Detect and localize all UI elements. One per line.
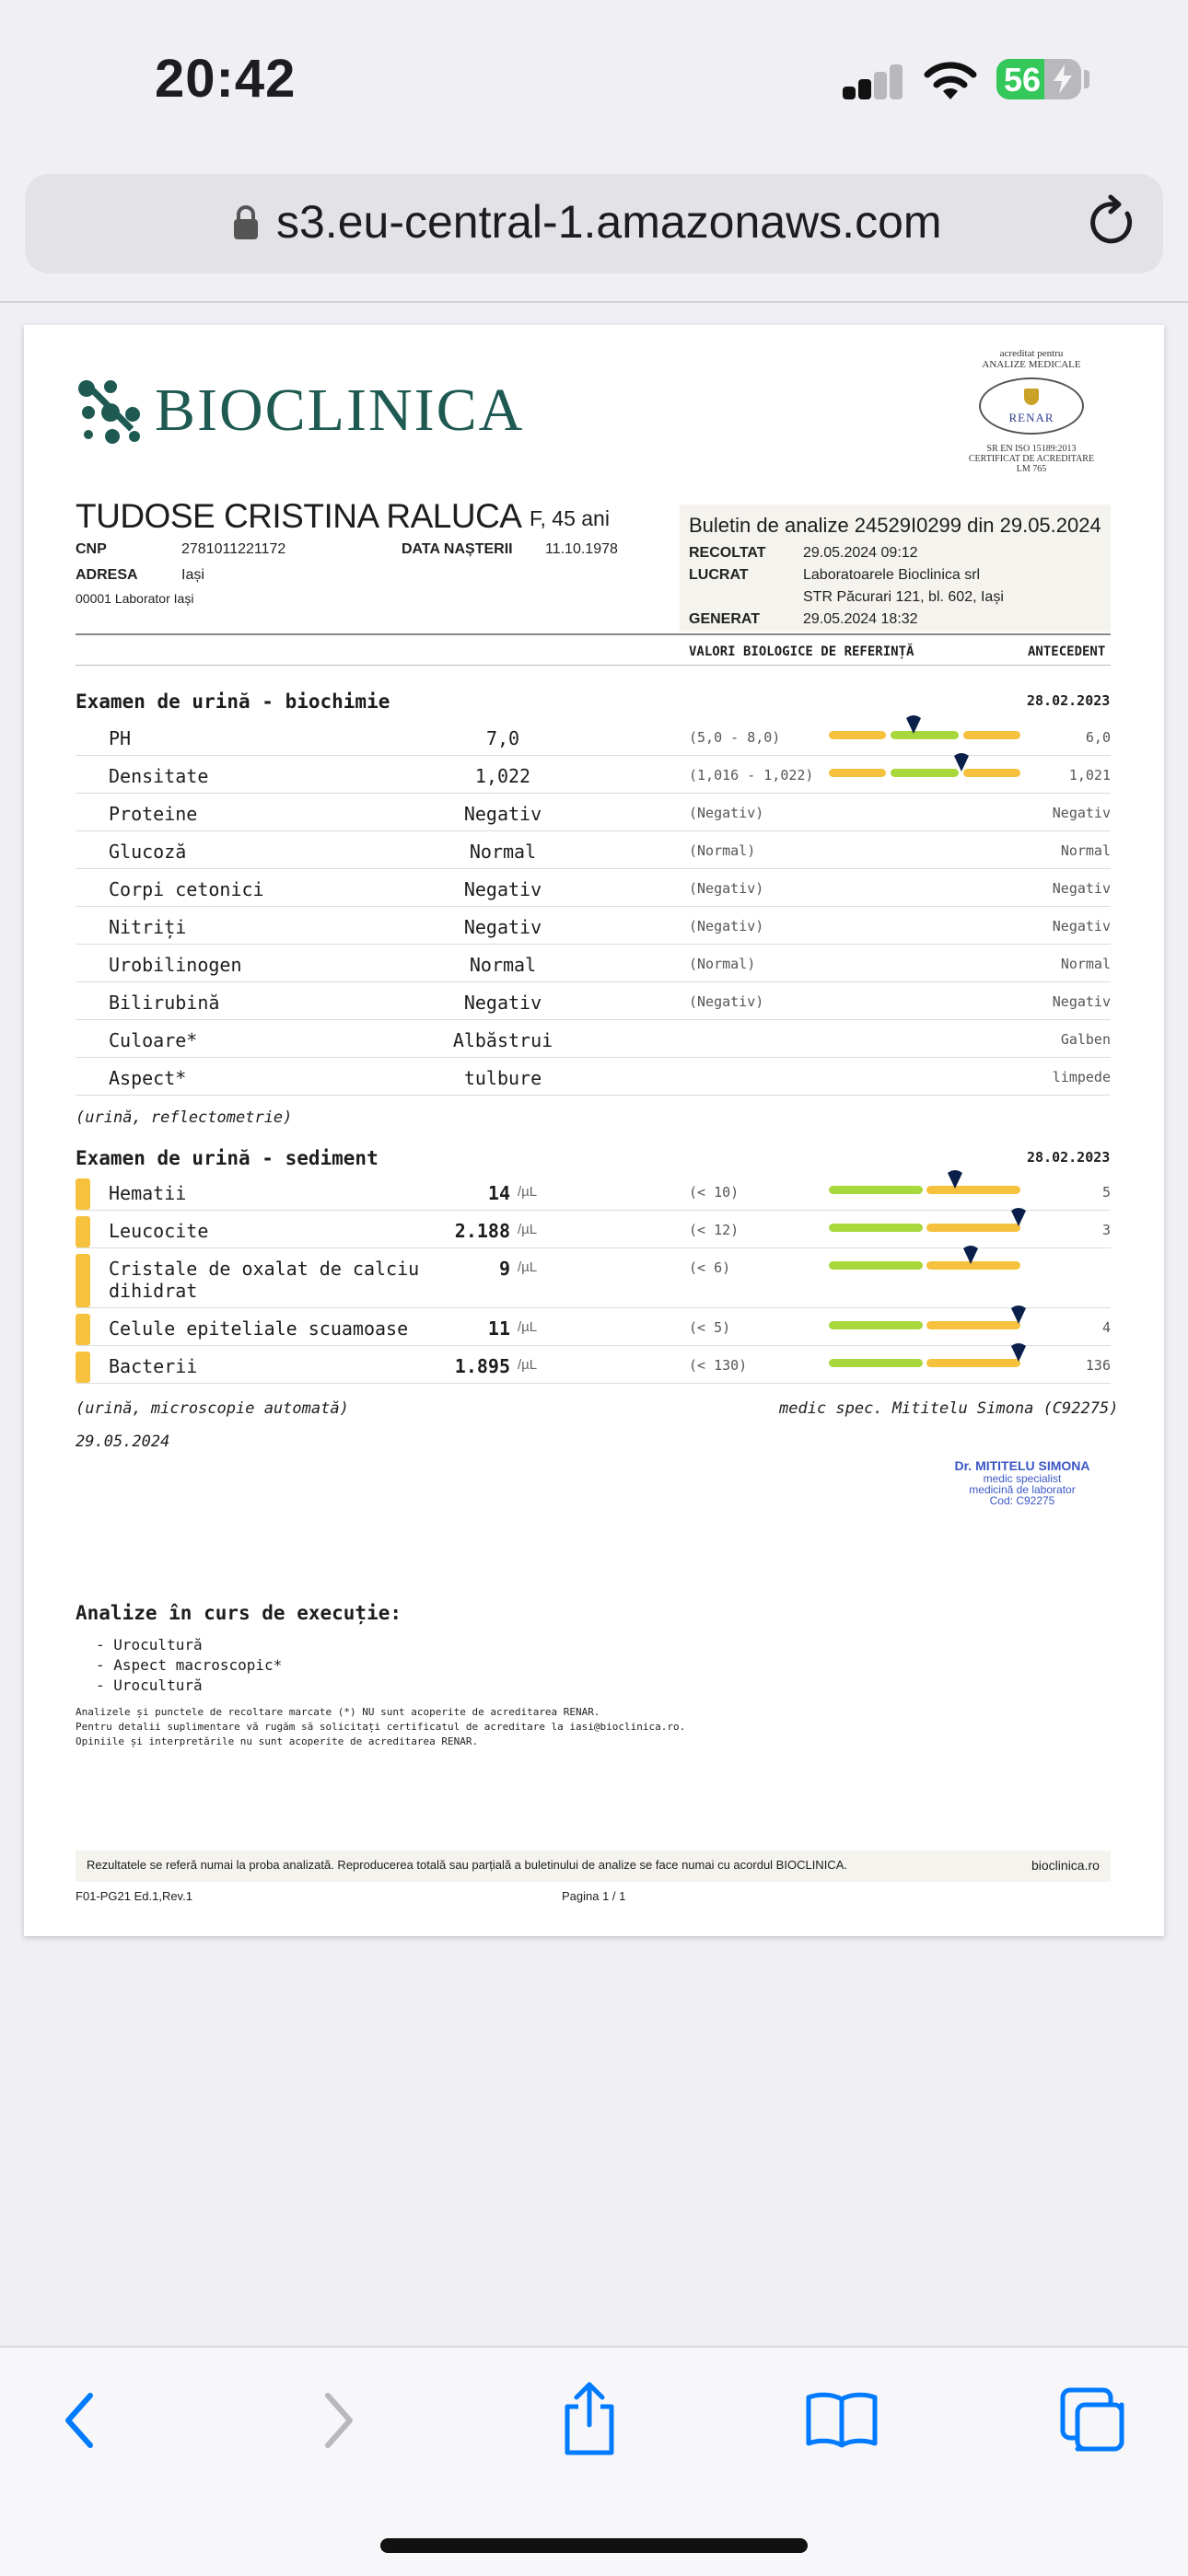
generated-value: 29.05.2024 18:32 — [803, 611, 918, 627]
row-divider — [76, 1057, 1111, 1058]
status-time: 20:42 — [155, 49, 297, 109]
row-previous: 6,0 — [1085, 729, 1111, 746]
row-value: 1,022 — [474, 765, 531, 787]
cnp-value: 2781011221172 — [181, 541, 286, 557]
battery-cap — [1084, 70, 1089, 88]
pending-item: - Urocultură — [96, 1636, 203, 1654]
cnp-label: CNP — [76, 541, 107, 557]
row-divider — [76, 868, 1111, 869]
toolbar-separator — [0, 301, 1188, 303]
row-previous: Normal — [1060, 956, 1111, 972]
range-gauge — [829, 1342, 1020, 1370]
row-reference: (< 6) — [689, 1259, 731, 1276]
row-value: 1.895 — [454, 1355, 510, 1377]
row-reference: (Normal) — [689, 956, 756, 972]
row-value: 7,0 — [485, 727, 520, 749]
gauge-range-normal — [829, 1321, 923, 1329]
row-name: Urobilinogen — [109, 954, 242, 976]
forward-chevron-icon[interactable] — [315, 2388, 361, 2453]
footer-disclaimer: Rezultatele se referă numai la proba analizată. Reproducerea totală sau parțială a buletinului de analize se face numai cu acordul BIOCLINICA. — [87, 1858, 847, 1872]
footer-site-link[interactable]: bioclinica.ro — [1031, 1858, 1100, 1873]
row-previous: Galben — [1060, 1031, 1111, 1048]
gauge-range-normal — [891, 731, 960, 739]
row-value: Albăstrui — [452, 1029, 553, 1051]
collected-value: 29.05.2024 09:12 — [803, 545, 918, 561]
stamp-line2: medic specialist — [983, 1472, 1062, 1485]
gauge-marker-icon — [1009, 1342, 1028, 1367]
renar-crest-icon — [1024, 389, 1039, 405]
abnormal-flag-icon — [76, 1314, 90, 1345]
row-name: Bacterii — [109, 1355, 198, 1377]
form-code: F01-PG21 Ed.1,Rev.1 — [76, 1889, 192, 1903]
row-previous: 136 — [1085, 1357, 1111, 1374]
range-gauge — [829, 752, 1020, 780]
signing-doctor: medic spec. Mititelu Simona (C92275) — [779, 1399, 1119, 1418]
gauge-range-normal — [829, 1186, 923, 1194]
gauge-range-low — [829, 731, 886, 739]
row-name: PH — [109, 727, 132, 749]
row-divider — [76, 1095, 1111, 1096]
gauge-range-normal — [829, 1224, 923, 1232]
row-reference: (5,0 - 8,0) — [689, 729, 781, 746]
row-name: Celule epiteliale scuamoase — [109, 1317, 409, 1340]
gauge-range-high — [926, 1224, 1020, 1232]
dob-value: 11.10.1978 — [545, 541, 618, 557]
wifi-icon — [923, 59, 978, 101]
row-divider — [76, 944, 1111, 945]
row-value: 14 — [487, 1182, 510, 1204]
accreditation-notes — [76, 1705, 685, 1749]
row-reference: (< 5) — [689, 1319, 731, 1336]
accreditation-line4: CERTIFICAT DE ACREDITARE — [968, 454, 1095, 464]
row-previous: Negativ — [1052, 805, 1111, 821]
row-name: Proteine — [109, 803, 198, 825]
row-value: tulbure — [463, 1067, 542, 1089]
patient-name: TUDOSE CRISTINA RALUCA — [76, 497, 522, 535]
row-name: Bilirubină — [109, 992, 220, 1014]
stamp-line3: medicină de laborator — [969, 1483, 1076, 1496]
stamp-line1: Dr. MITITELU SIMONA — [954, 1458, 1090, 1473]
previous-header: ANTECEDENT — [1028, 644, 1106, 659]
stamp-line4: Cod: C92275 — [989, 1494, 1055, 1507]
row-divider — [76, 981, 1111, 982]
gauge-marker-icon — [1009, 1305, 1028, 1329]
range-gauge — [829, 1207, 1020, 1235]
row-reference: (Negativ) — [689, 880, 764, 897]
row-value: Negativ — [463, 803, 542, 825]
back-chevron-icon[interactable] — [57, 2388, 103, 2453]
charging-bolt-icon — [1052, 64, 1074, 94]
gauge-range-high — [963, 731, 1020, 739]
gauge-marker-icon — [961, 1245, 980, 1270]
accreditation-line3: SR EN ISO 15189:2013 — [986, 444, 1077, 454]
pending-item: - Aspect macroscopic* — [96, 1656, 283, 1674]
row-name: Leucocite — [109, 1220, 209, 1242]
range-gauge — [829, 1169, 1020, 1197]
row-previous: Negativ — [1052, 993, 1111, 1010]
row-divider — [76, 830, 1111, 831]
row-previous: 1,021 — [1068, 767, 1111, 783]
row-previous: Negativ — [1052, 918, 1111, 934]
gauge-range-normal — [891, 769, 960, 777]
row-unit: /µL — [518, 1319, 538, 1335]
gauge-range-high — [963, 769, 1020, 777]
accreditation-line5: LM 765 — [1016, 464, 1047, 474]
battery-icon — [996, 59, 1081, 99]
row-reference: (1,016 - 1,022) — [689, 767, 814, 783]
range-gauge — [829, 1305, 1020, 1332]
bioclinica-logo-icon — [76, 377, 146, 447]
patient-sex-age: F, 45 ani — [530, 506, 610, 530]
row-divider — [76, 793, 1111, 794]
row-name: Aspect* — [109, 1067, 187, 1089]
row-reference: (Negativ) — [689, 993, 764, 1010]
accreditation-line2: ANALIZE MEDICALE — [982, 359, 1081, 370]
row-previous: 5 — [1101, 1184, 1111, 1201]
share-icon[interactable] — [558, 2379, 621, 2458]
row-reference: (Negativ) — [689, 805, 764, 821]
cellular-signal-icon — [843, 64, 902, 99]
row-name: Glucoză — [109, 841, 187, 863]
row-name-continued: dihidrat — [109, 1280, 198, 1302]
row-previous: 3 — [1101, 1222, 1111, 1238]
renar-seal — [979, 377, 1084, 435]
row-name: Hematii — [109, 1182, 187, 1204]
row-previous: 4 — [1101, 1319, 1111, 1336]
row-value: 2.188 — [454, 1220, 510, 1242]
row-reference: (< 10) — [689, 1184, 740, 1201]
gauge-marker-icon — [904, 714, 923, 739]
gauge-range-low — [829, 769, 886, 777]
row-unit: /µL — [518, 1259, 538, 1275]
row-reference: (Normal) — [689, 842, 756, 859]
reference-header: VALORI BIOLOGICE DE REFERINȚĂ — [689, 644, 914, 659]
row-value: Negativ — [463, 878, 542, 900]
address-value: Iași — [181, 567, 204, 583]
bioclinica-logo-text: BIOCLINICA — [155, 377, 525, 444]
report-date: 29.05.2024 — [76, 1433, 170, 1451]
worked-label: LUCRAT — [689, 567, 749, 583]
abnormal-flag-icon — [76, 1178, 90, 1210]
sediment-method: (urină, microscopie automată) — [76, 1399, 349, 1418]
lab-location: 00001 Laborator Iași — [76, 591, 194, 606]
biochem-section-title: Examen de urină - biochimie — [76, 690, 390, 713]
row-name: Cristale de oxalat de calciu — [109, 1258, 420, 1280]
note-line: Pentru detalii suplimentare vă rugăm să solicitați certificatul de acreditare la iasi@bioclinica.ro. — [76, 1721, 686, 1733]
collected-label: RECOLTAT — [689, 545, 766, 561]
row-unit: /µL — [518, 1222, 538, 1237]
battery-percent: 56 — [1004, 61, 1042, 99]
tabs-icon[interactable] — [1059, 2386, 1129, 2456]
address-label: ADRESA — [76, 567, 138, 583]
doctor-stamp — [930, 1458, 1114, 1506]
biochem-method: (urină, reflectometrie) — [76, 1108, 293, 1127]
gauge-range-normal — [829, 1261, 923, 1270]
abnormal-flag-icon — [76, 1216, 90, 1247]
dob-label: DATA NAȘTERII — [402, 541, 513, 557]
header-rule — [76, 633, 1111, 635]
bookmarks-book-icon[interactable] — [805, 2390, 879, 2449]
gauge-range-normal — [829, 1359, 923, 1367]
row-unit: /µL — [518, 1357, 538, 1373]
url-text[interactable]: s3.eu-central-1.amazonaws.com — [276, 196, 942, 248]
worked-line2: STR Păcurari 121, bl. 602, Iași — [803, 589, 1004, 605]
row-value: Normal — [469, 954, 537, 976]
biochem-previous-date: 28.02.2023 — [1027, 692, 1111, 709]
row-reference: (< 12) — [689, 1222, 740, 1238]
row-previous: limpede — [1052, 1069, 1111, 1085]
pending-title: Analize în curs de execuție: — [76, 1602, 402, 1624]
row-value: 11 — [487, 1317, 510, 1340]
row-divider — [76, 1383, 1111, 1384]
bulletin-title: Buletin de analize 24529I0299 din 29.05.2024 — [689, 514, 1101, 537]
pending-list — [96, 1635, 282, 1696]
row-divider — [76, 906, 1111, 907]
sediment-section-title: Examen de urină - sediment — [76, 1147, 379, 1169]
abnormal-flag-icon — [76, 1254, 90, 1307]
gauge-marker-icon — [946, 1169, 964, 1194]
gauge-marker-icon — [952, 752, 971, 777]
row-name: Nitriți — [109, 916, 187, 938]
lock-icon — [232, 204, 260, 241]
gauge-range-high — [926, 1359, 1020, 1367]
row-previous: Negativ — [1052, 880, 1111, 897]
abnormal-flag-icon — [76, 1352, 90, 1383]
pending-item: - Urocultură — [96, 1677, 203, 1694]
renar-seal-text: RENAR — [1008, 411, 1054, 424]
note-line: Analizele și punctele de recoltare marcate (*) NU sunt acoperite de acreditarea RENAR. — [76, 1706, 600, 1718]
gauge-range-high — [926, 1321, 1020, 1329]
row-reference: (< 130) — [689, 1357, 748, 1374]
row-name: Densitate — [109, 765, 209, 787]
generated-label: GENERAT — [689, 611, 761, 627]
gauge-range-high — [926, 1186, 1020, 1194]
row-value: 9 — [498, 1258, 510, 1280]
row-reference: (Negativ) — [689, 918, 764, 934]
row-previous: Normal — [1060, 842, 1111, 859]
range-gauge — [829, 714, 1020, 742]
row-value: Negativ — [463, 916, 542, 938]
accreditation-block — [949, 348, 1114, 474]
row-value: Negativ — [463, 992, 542, 1014]
note-line: Opiniile și interpretările nu sunt acoperite de acreditarea RENAR. — [76, 1735, 479, 1747]
range-gauge — [829, 1245, 1020, 1272]
row-value: Normal — [469, 841, 537, 863]
gauge-marker-icon — [1009, 1207, 1028, 1232]
subheader-rule — [76, 665, 1111, 666]
row-name: Corpi cetonici — [109, 878, 264, 900]
page-number: Pagina 1 / 1 — [562, 1889, 626, 1903]
reload-icon[interactable] — [1089, 193, 1138, 249]
home-indicator — [380, 2538, 808, 2553]
sediment-previous-date: 28.02.2023 — [1027, 1149, 1111, 1166]
row-divider — [76, 1019, 1111, 1020]
row-unit: /µL — [518, 1184, 538, 1200]
worked-line1: Laboratoarele Bioclinica srl — [803, 567, 981, 583]
row-name: Culoare* — [109, 1029, 198, 1051]
accreditation-line1: acreditat pentru — [999, 348, 1064, 359]
